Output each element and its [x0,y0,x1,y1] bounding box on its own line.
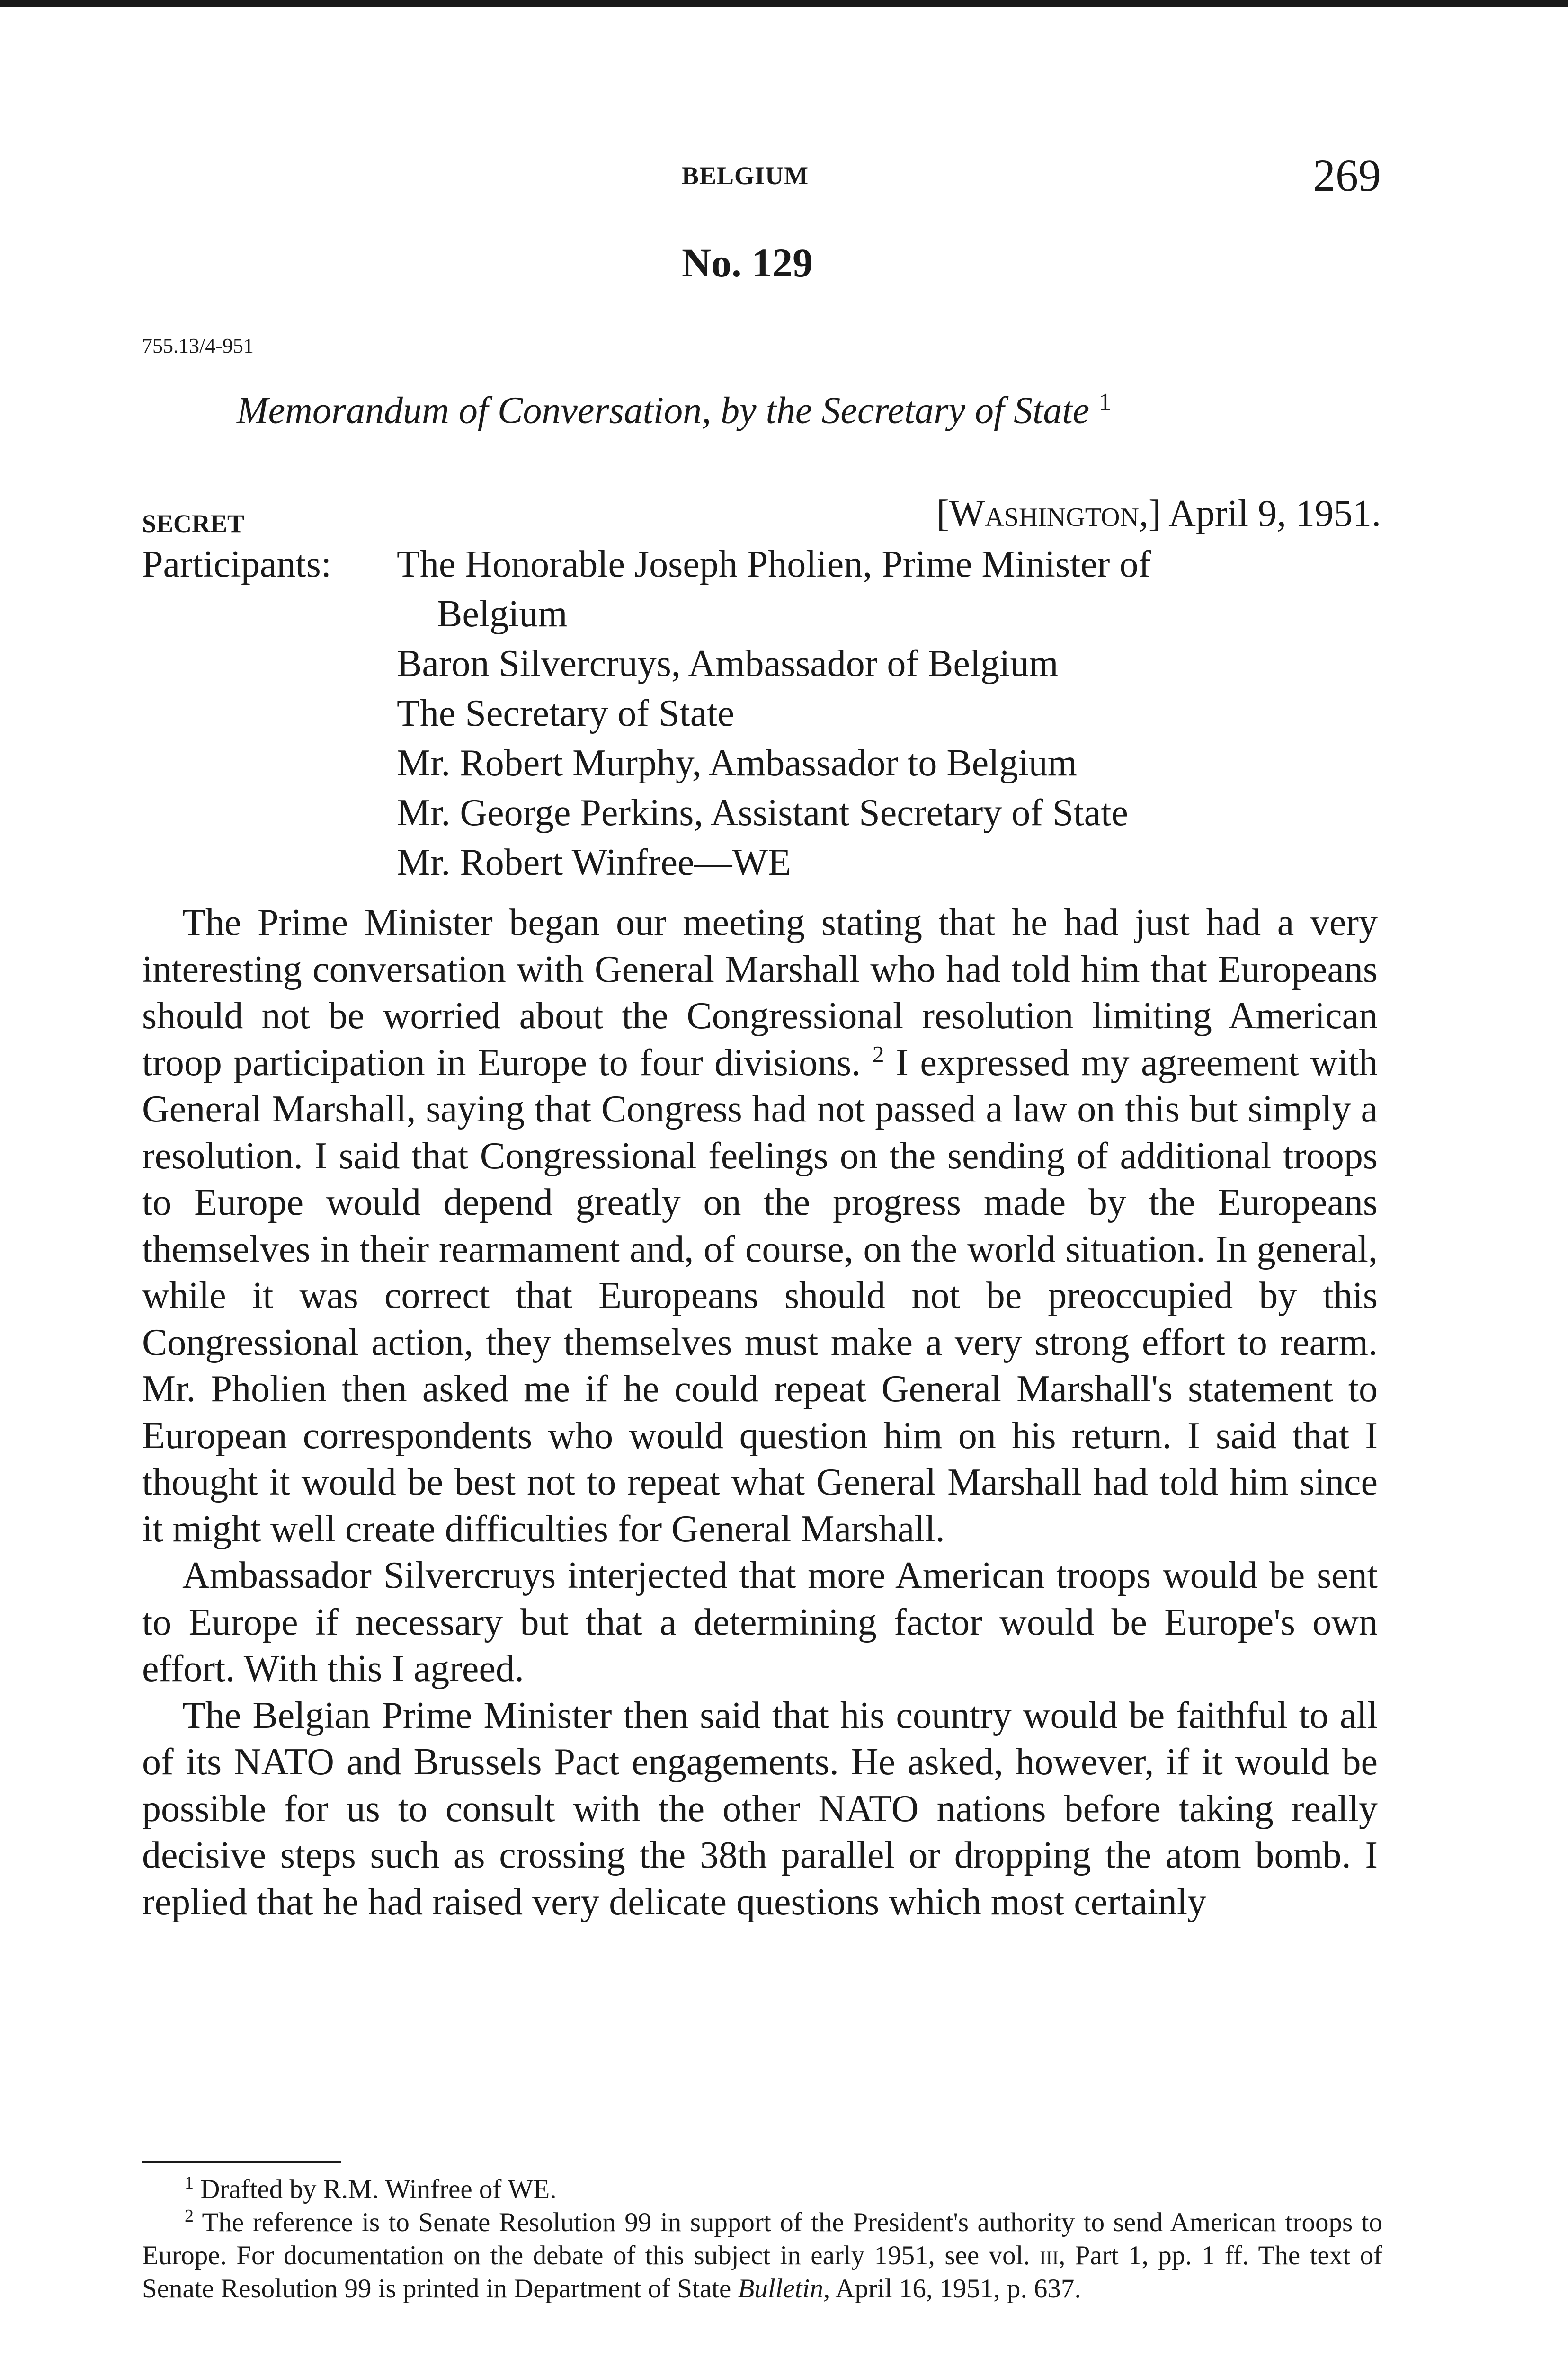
footnote-1-text: Drafted by R.M. Winfree of WE. [200,2174,557,2204]
body-paragraph-2: Ambassador Silvercruys interjected that more American troops would be sent to Europe if necessary but that a determining factor would be Europe's own effort. With this I agreed. [142,1555,1378,1690]
footnote-mark-2: 2 [872,1040,884,1067]
running-title: BELGIUM [682,161,809,190]
footnote-1 [142,2173,1382,2206]
participant-entry-continuation: Belgium [437,593,568,635]
participant-entry: Mr. Robert Murphy, Ambassador to Belgium [397,742,1077,784]
file-reference: 755.13/4-951 [142,334,254,357]
page-number: 269 [1313,150,1381,201]
footnote-2-text-part1: The reference is to Senate Resolution 99 in support of the President's authority to send American troops to Europe. For documentation on the debate of this subject in early 1951, see vol. [142,2207,1382,2270]
participant-entry: The Secretary of State [397,693,735,734]
footnote-2 [142,2206,1382,2305]
footnote-mark-1: 1 [1099,389,1112,416]
body-paragraph-1-part1: The Prime Minister began our meeting stating that he had just had a very interesting conversation with General Marshall who had told him that Europeans should not be worried about the Congressional resolution limiting American troop participation in Europe to four divisions. [142,902,1378,1084]
participant-entry: Mr. George Perkins, Assistant Secretary of State [397,792,1128,834]
footnote-separator [142,2161,341,2163]
dateline-place: [Washington,] [936,493,1161,534]
footnote-2-text-part2: , Part 1, pp. 1 ff. The text of Senate Resolution 99 is printed in Department of State [142,2241,1382,2304]
body-paragraph-3: The Belgian Prime Minister then said that his country would be faithful to all of its NATO and Brussels Pact engagements. He asked, however, if it would be possible for us to consult with the other NATO nations before taking really decisive steps such as crossing the 38th parallel or dropping the atom bomb. I replied that he had raised very delicate questions which most certainly [142,1694,1378,1923]
body-paragraph-1-part2: I expressed my agreement with General Marshall, saying that Congress had not passed a law on this but simply a resolution. I said that Congressional feelings on the sending of additional troops to Europe would depend greatly on the progress made by the Europeans themselves in their rearmament and, of course, on the world situation. In general, while it was correct that Europeans should not be preoccupied by this Congressional action, they themselves must make a very strong effort to rearm. Mr. Pholien then asked me if he could repeat General Marshall's statement to European correspondents who would question him on his return. I said that I thought it would be best not to repeat what General Marshall had told him since it might well create difficulties for General Marshall. [142,1041,1378,1550]
footnote-2-text-part3: April 16, 1951, p. 637. [835,2274,1081,2304]
document-number: No. 129 [682,240,813,285]
memorandum-body [142,899,1378,1925]
participant-entry: Mr. Robert Winfree—WE [397,842,791,883]
dateline-date: April 9, 1951. [1168,493,1381,534]
document-title [237,388,1111,433]
classification-label: SECRET [142,509,245,538]
participant-entry: The Honorable Joseph Pholien, Prime Minister of [397,543,1151,585]
footnote-2-mark: 2 [185,2206,194,2226]
top-border-rule [0,0,1568,7]
dateline [936,492,1381,535]
footnote-2-publication: Bulletin, [738,2274,830,2304]
body-paragraph-1 [142,899,1378,1552]
footnote-1-mark: 1 [185,2173,194,2193]
footnote-2-volume: iii [1040,2241,1059,2270]
participants-list [397,540,1381,888]
participants-label: Participants: [142,543,331,585]
participant-entry: Baron Silvercruys, Ambassador of Belgium [397,643,1059,685]
document-title-text: Memorandum of Conversation, by the Secretary of State [237,390,1090,432]
footnotes [142,2173,1382,2305]
